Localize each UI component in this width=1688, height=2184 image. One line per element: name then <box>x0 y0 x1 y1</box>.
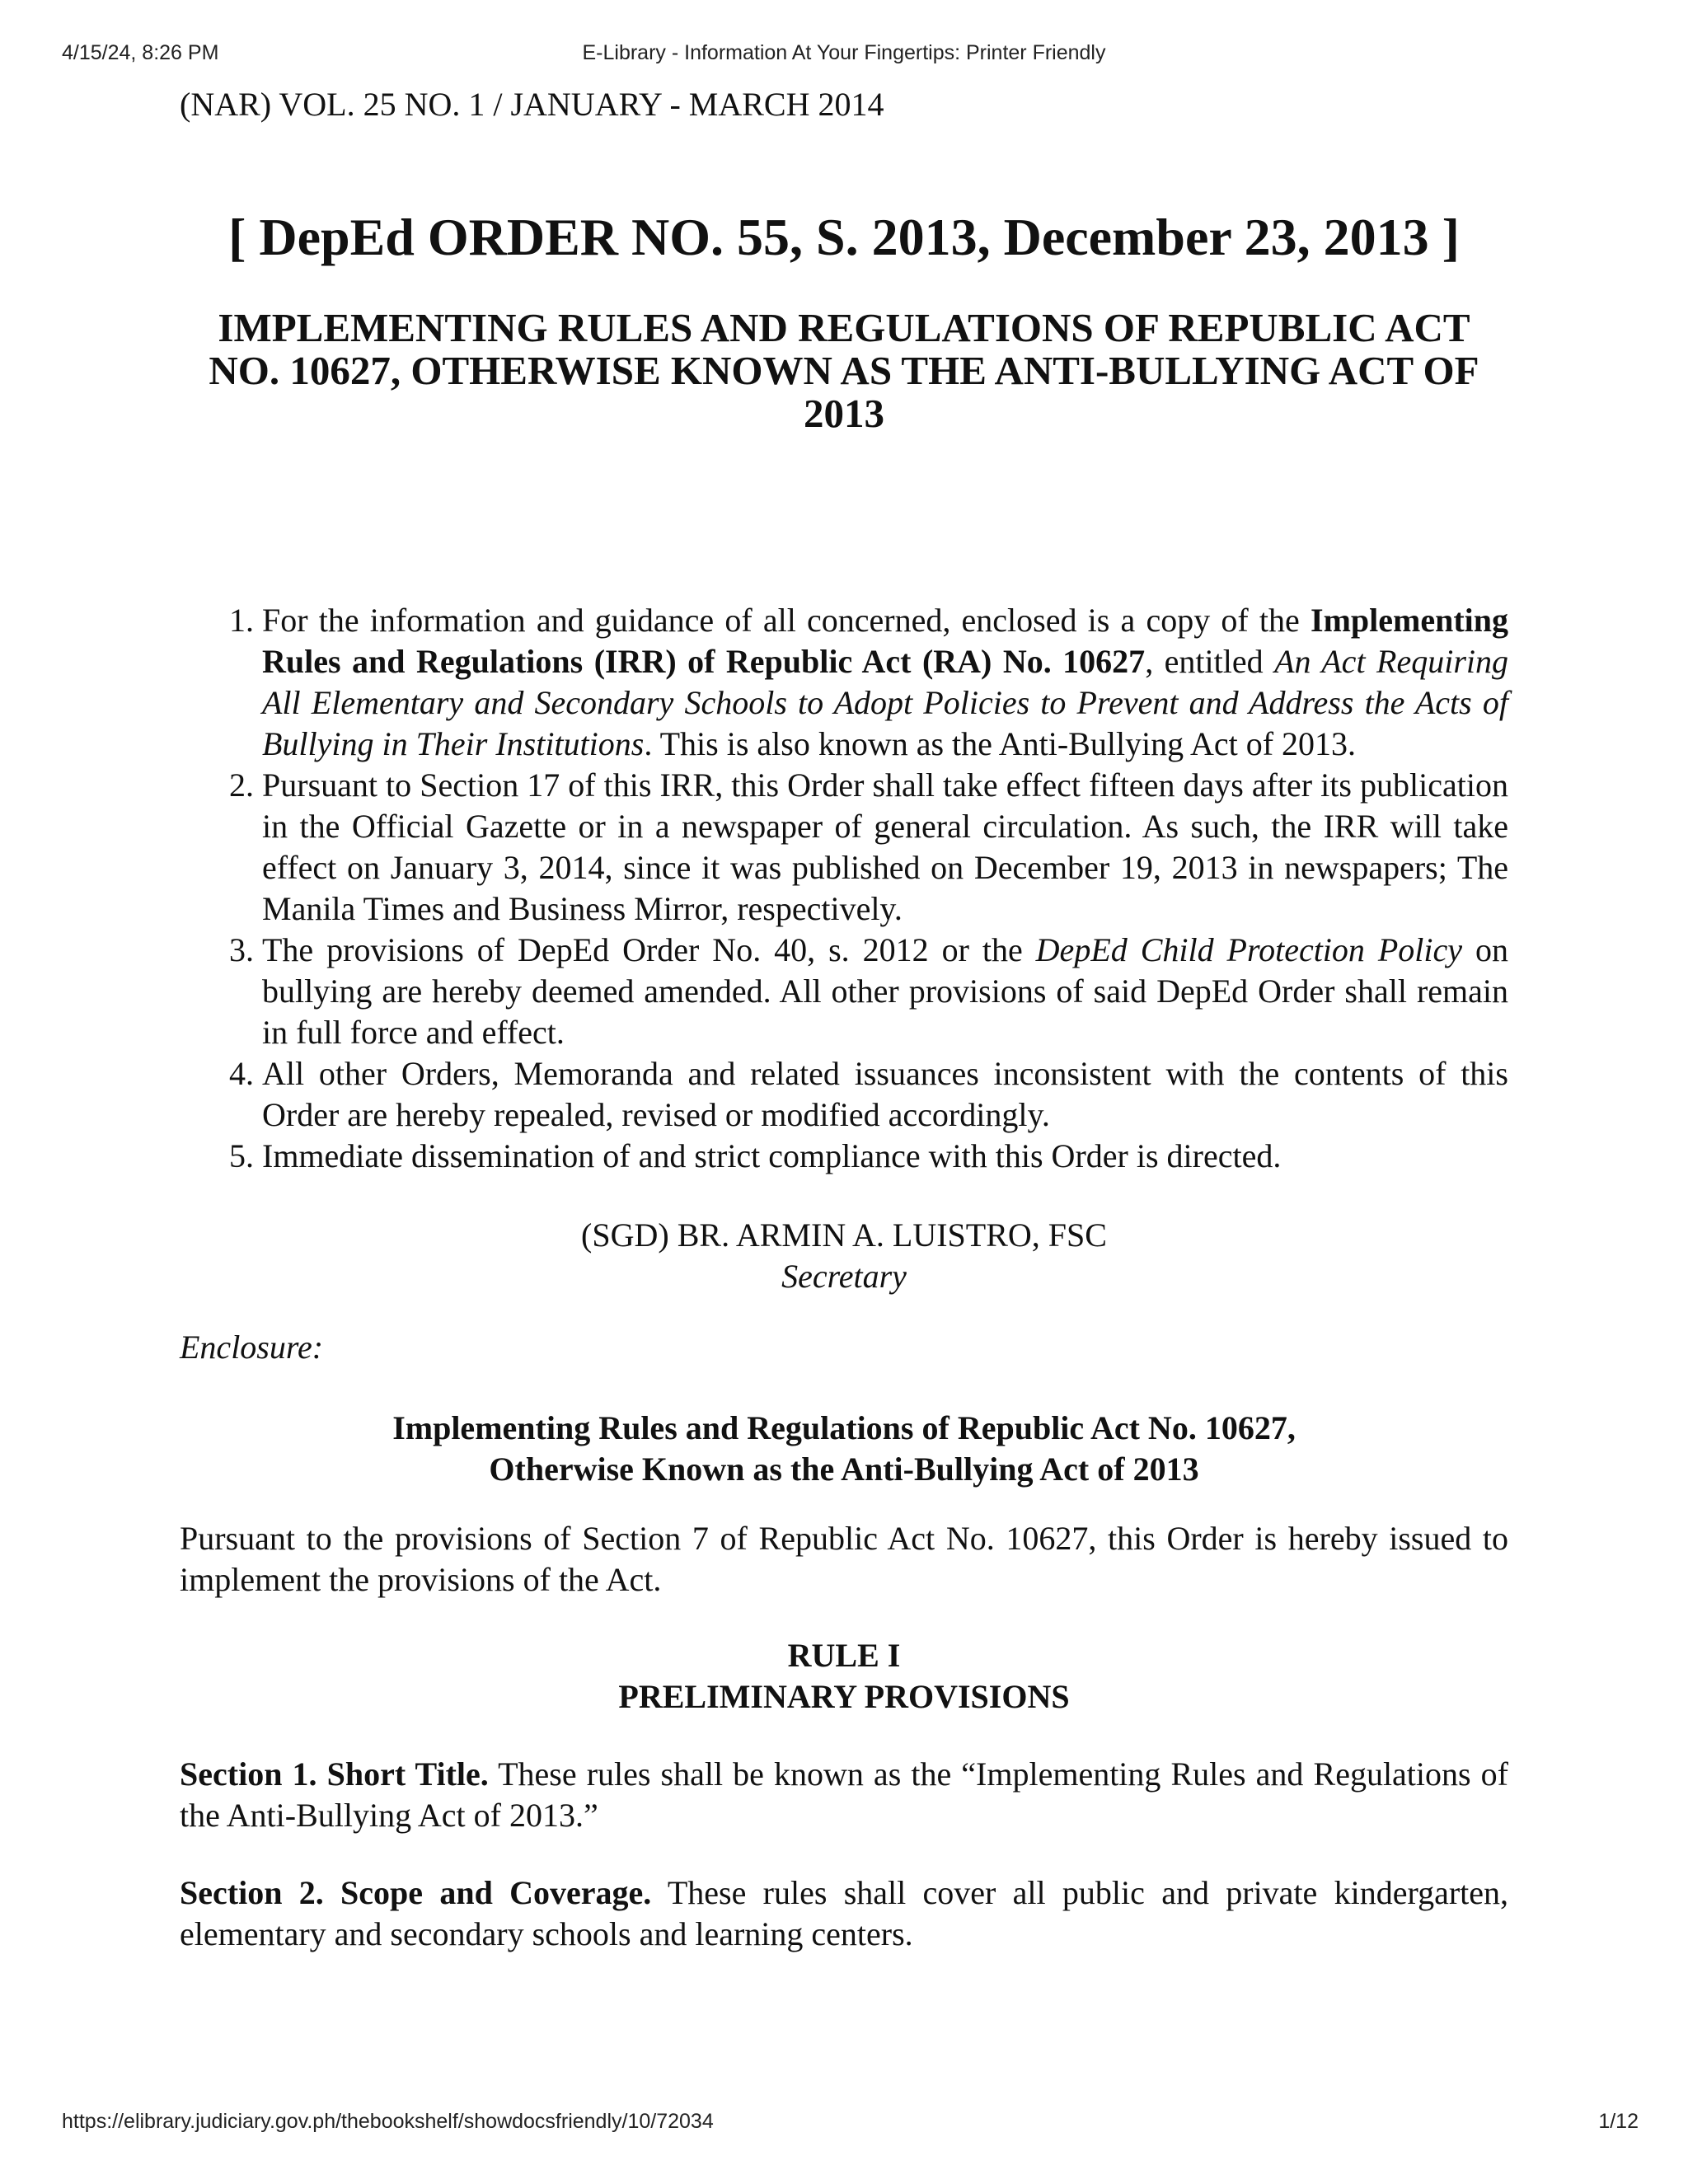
item-1-text-e: . This is also known as the Anti-Bullying Act of 2013. <box>644 725 1357 762</box>
print-footer <box>0 2110 1688 2138</box>
item-3-text-a: The provisions of DepEd Order No. 40, s. 2012 or the <box>262 931 1036 968</box>
enclosure-title-line-2: Otherwise Known as the Anti-Bullying Act of 2013 <box>489 1451 1199 1488</box>
section-2-text: These rules shall cover all public and private kindergarten, elementary and secondary schools and learning centers. <box>180 1874 1509 1952</box>
enclosure-title-line-1: Implementing Rules and Regulations of Republic Act No. 10627, <box>392 1409 1296 1446</box>
document-body <box>180 84 1508 1988</box>
item-3-text-c: on bullying are hereby deemed amended. All other provisions of said DepEd Order shall remain in full force and effect. <box>262 931 1508 1051</box>
print-datetime: 4/15/24, 8:26 PM <box>62 41 219 64</box>
list-item <box>262 600 1508 765</box>
item-1-text-c: , entitled <box>1145 643 1275 680</box>
order-items-list <box>180 600 1508 1177</box>
signatory-block <box>180 1215 1508 1297</box>
section-2 <box>180 1872 1508 1955</box>
list-item <box>262 930 1508 1053</box>
item-5-text: Immediate dissemination of and strict compliance with this Order is directed. <box>262 1137 1282 1174</box>
item-3-policy-name: DepEd Child Protection Policy <box>1035 931 1463 968</box>
enclosure-label: Enclosure: <box>180 1329 324 1366</box>
list-item <box>262 765 1508 930</box>
print-header <box>0 41 1688 69</box>
document-subtitle: IMPLEMENTING RULES AND REGULATIONS OF REPUBLIC ACT NO. 10627, OTHERWISE KNOWN AS THE ANTI-BULLYING ACT OF 2013 <box>209 305 1479 436</box>
list-item <box>262 1136 1508 1177</box>
rule-name: PRELIMINARY PROVISIONS <box>618 1678 1070 1715</box>
section-1-text: These rules shall be known as the “Implementing Rules and Regulations of the Anti-Bullying Act of 2013.” <box>180 1755 1508 1834</box>
item-4-text: All other Orders, Memoranda and related issuances inconsistent with the contents of this Order are hereby repealed, revised or modified accordingly. <box>262 1055 1508 1133</box>
section-1 <box>180 1754 1508 1836</box>
rule-heading <box>180 1635 1508 1718</box>
journal-reference: (NAR) VOL. 25 NO. 1 / JANUARY - MARCH 2014 <box>180 86 884 123</box>
signatory-name: (SGD) BR. ARMIN A. LUISTRO, FSC <box>581 1216 1107 1254</box>
enclosure-title <box>180 1408 1508 1490</box>
section-1-heading: Section 1. Short Title. <box>180 1755 489 1793</box>
list-item <box>262 1053 1508 1136</box>
item-1-irr-title: Implementing Rules and Regulations (IRR) of Republic Act (RA) No. 10627 <box>262 602 1508 680</box>
item-1-text-a: For the information and guidance of all concerned, enclosed is a copy of the <box>262 602 1311 639</box>
print-page-number: 1/12 <box>1598 2110 1639 2133</box>
rule-number: RULE I <box>787 1637 901 1674</box>
intro-paragraph: Pursuant to the provisions of Section 7 of Republic Act No. 10627, this Order is hereby issued to implement the provisions of the Act. <box>180 1520 1508 1598</box>
section-2-heading: Section 2. Scope and Coverage. <box>180 1874 652 1911</box>
print-url: https://elibrary.judiciary.gov.ph/thebookshelf/showdocsfriendly/10/72034 <box>62 2110 714 2133</box>
item-1-act-title: An Act Requiring All Elementary and Secondary Schools to Adopt Policies to Prevent and Address the Acts of Bullying in Their Institutions <box>262 643 1508 762</box>
signatory-role: Secretary <box>781 1258 907 1295</box>
item-2-text: Pursuant to Section 17 of this IRR, this Order shall take effect fifteen days after its publication in the Official Gazette or in a newspaper of general circulation. As such, the IRR will take effect on January 3, 2014, since it was published on December 19, 2013 in newspapers; The Manila Times and Business Mirror, respectively. <box>262 766 1508 927</box>
document-title: [ DepEd ORDER NO. 55, S. 2013, December 23, 2013 ] <box>228 208 1460 266</box>
print-page-title: E-Library - Information At Your Fingertips: Printer Friendly <box>582 41 1106 64</box>
